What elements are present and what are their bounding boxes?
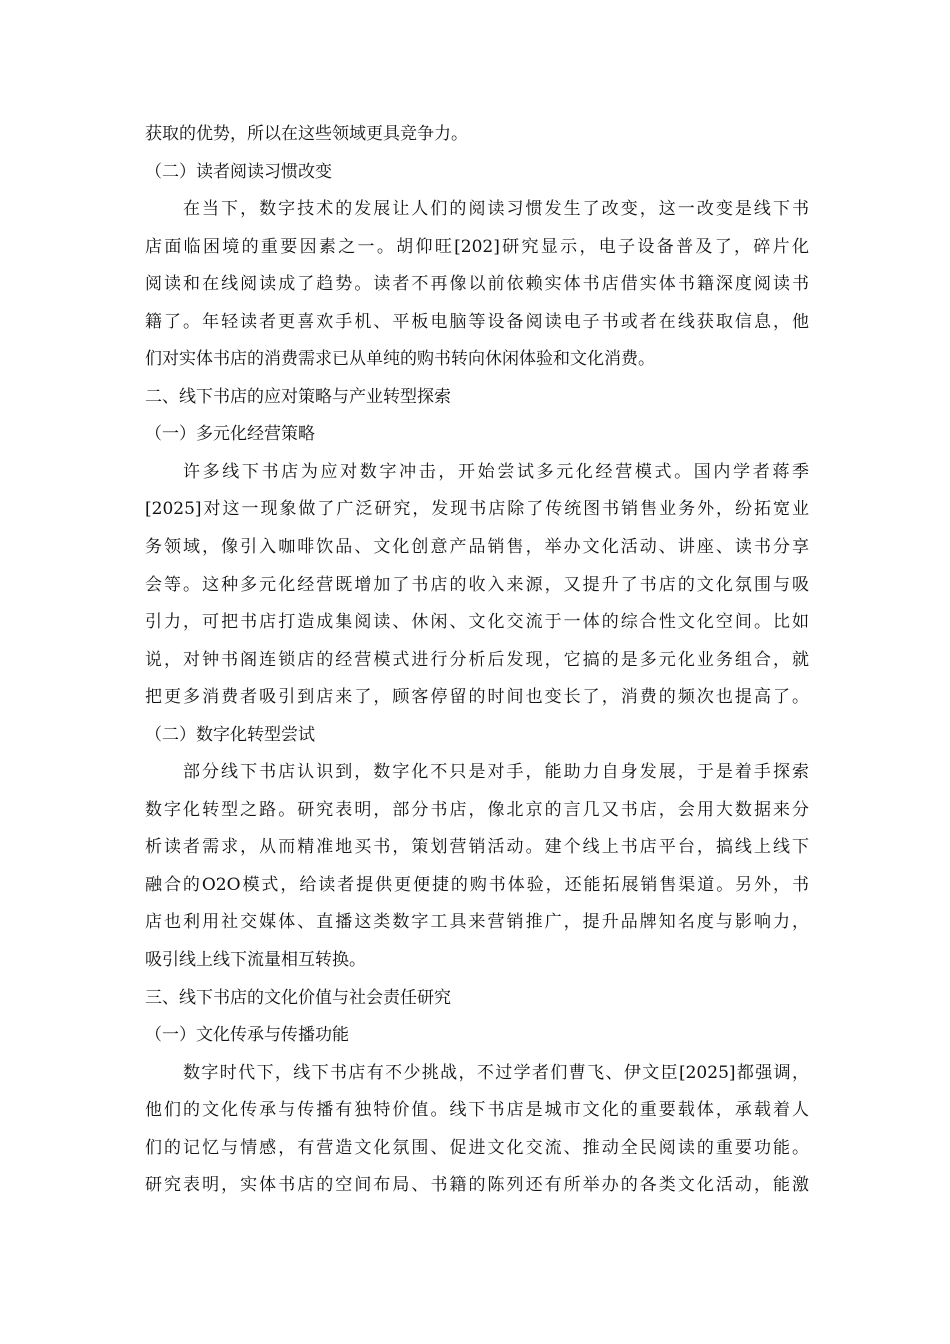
- paragraph-line: 店也利用社交媒体、直播这类数字工具来营销推广，提升品牌知名度与影响力，: [145, 912, 809, 933]
- section-subheading: （二）数字化转型尝试: [145, 724, 315, 745]
- paragraph-line: 部分线下书店认识到，数字化不只是对手，能助力自身发展，于是着手探索: [183, 762, 809, 783]
- paragraph-line: 们对实体书店的消费需求已从单纯的购书转向休闲体验和文化消费。: [145, 349, 655, 370]
- paragraph-line: 把更多消费者吸引到店来了，顾客停留的时间也变长了，消费的频次也提高了。: [145, 687, 809, 708]
- paragraph-line: 店面临困境的重要因素之一。胡仰旺[202]研究显示，电子设备普及了，碎片化: [145, 236, 809, 257]
- paragraph-line: 他们的文化传承与传播有独特价值。线下书店是城市文化的重要载体，承载着人: [145, 1100, 809, 1121]
- paragraph-line: 融合的O2O模式，给读者提供更便捷的购书体验，还能拓展销售渠道。另外，书: [145, 874, 809, 895]
- paragraph-line: 在当下，数字技术的发展让人们的阅读习惯发生了改变，这一改变是线下书: [183, 199, 809, 220]
- paragraph-line: 许多线下书店为应对数字冲击，开始尝试多元化经营模式。国内学者蒋季: [183, 461, 809, 482]
- paragraph-line: 务领域，像引入咖啡饮品、文化创意产品销售，举办文化活动、讲座、读书分享: [145, 537, 809, 558]
- paragraph-line: 数字化转型之路。研究表明，部分书店，像北京的言几又书店，会用大数据来分: [145, 799, 809, 820]
- paragraph-line: 会等。这种多元化经营既增加了书店的收入来源，又提升了书店的文化氛围与吸: [145, 574, 809, 595]
- paragraph-line: 阅读和在线阅读成了趋势。读者不再像以前依赖实体书店借实体书籍深度阅读书: [145, 274, 809, 295]
- paragraph-line: [2025]对这一现象做了广泛研究，发现书店除了传统图书销售业务外，纷拓宽业: [145, 499, 809, 520]
- paragraph-line: 析读者需求，从而精准地买书，策划营销活动。建个线上书店平台，搞线上线下: [145, 837, 809, 858]
- section-subheading: （一）文化传承与传播功能: [145, 1025, 349, 1046]
- paragraph-line: 说，对钟书阁连锁店的经营模式进行分析后发现，它搞的是多元化业务组合，就: [145, 649, 809, 670]
- section-subheading: （一）多元化经营策略: [145, 424, 315, 445]
- paragraph-line: 获取的优势，所以在这些领域更具竞争力。: [145, 124, 468, 144]
- document-page: [145, 116, 809, 1205]
- section-heading: 三、线下书店的文化价值与社会责任研究: [145, 987, 451, 1008]
- paragraph-line: 引力，可把书店打造成集阅读、休闲、文化交流于一体的综合性文化空间。比如: [145, 612, 809, 633]
- paragraph-line: 吸引线上线下流量相互转换。: [145, 950, 366, 971]
- paragraph-line: 数字时代下，线下书店有不少挑战，不过学者们曹飞、伊文臣[2025]都强调，: [183, 1062, 809, 1083]
- section-heading: 二、线下书店的应对策略与产业转型探索: [145, 386, 451, 407]
- paragraph-line: 们的记忆与情感，有营造文化氛围、促进文化交流、推动全民阅读的重要功能。: [145, 1137, 809, 1158]
- paragraph-line: 研究表明，实体书店的空间布局、书籍的陈列还有所举办的各类文化活动，能激: [145, 1175, 809, 1196]
- section-subheading: （二）读者阅读习惯改变: [145, 161, 332, 182]
- paragraph-line: 籍了。年轻读者更喜欢手机、平板电脑等设备阅读电子书或者在线获取信息，他: [145, 311, 809, 332]
